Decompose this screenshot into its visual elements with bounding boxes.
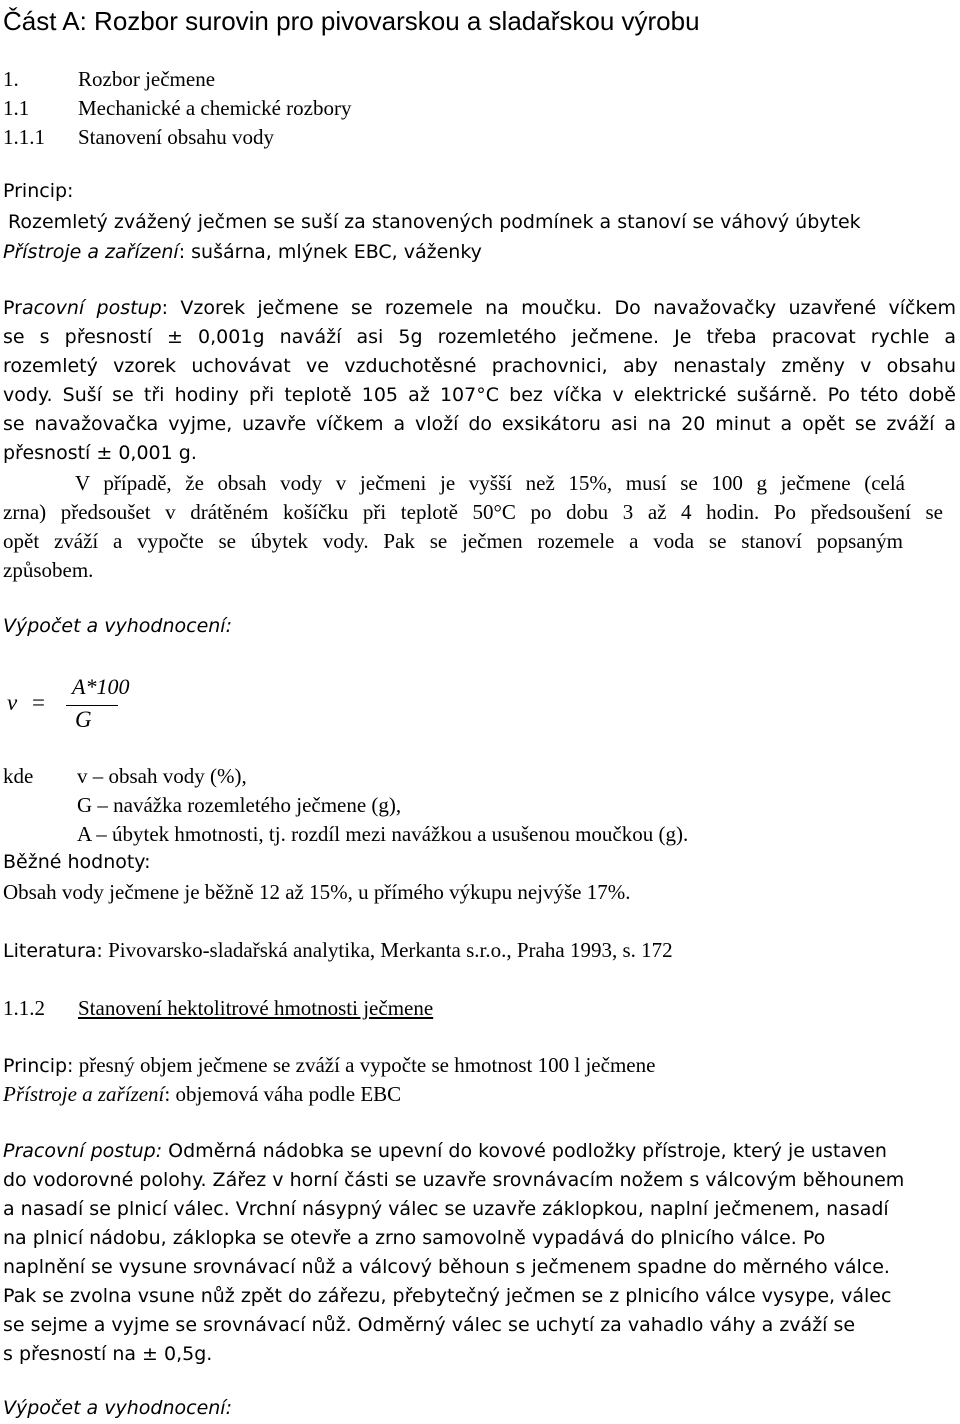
vypocet2-label: Výpočet a vyhodnocení: <box>3 1397 232 1419</box>
pristroje2-label: Přístroje a zařízení <box>3 1082 165 1106</box>
princip-label: Princip: <box>3 180 74 202</box>
pristroje-line <box>3 241 482 263</box>
pristroje2-text: : objemová váha podle EBC <box>164 1082 402 1106</box>
heading-1-1-2-title: Stanovení hektolitrové hmotnosti ječmene <box>78 996 434 1020</box>
princip2-label: Princip: <box>3 1055 74 1077</box>
postup-line-3: rozemletý vzorek uchovávat ve vzduchotěsné prachovnici, aby nenastaly změny v obsahu <box>3 355 956 377</box>
postup2-line-3: a nasadí se plnicí válec. Vrchní násypný válec se uzavře záklopkou, naplní ječmenem, nasadí <box>3 1198 889 1220</box>
heading-1-1-2-number: 1.1.2 <box>3 996 45 1020</box>
heading-1-1-1-number: 1.1.1 <box>3 125 45 149</box>
heading-1-1-title: Mechanické a chemické rozbory <box>78 96 352 120</box>
postup-line-1 <box>3 297 956 319</box>
bezne-text: Obsah vody ječmene je běžně 12 až 15%, u přímého výkupu nejvýše 17%. <box>3 880 631 904</box>
para2-line-4: způsobem. <box>3 558 94 582</box>
postup-line-5: se navažovačka vyjme, uzavře víčkem a vloží do exsikátoru asi na 20 minut a opět se zváží a <box>3 413 956 435</box>
postup2-line-4: na plnicí nádobu, záklopka se otevře a zrno samovolně vypadává do plnicího válce. Po <box>3 1227 826 1249</box>
kde-item-g: G – navážka rozemletého ječmene (g), <box>77 793 402 817</box>
heading-1-1-1-title: Stanovení obsahu vody <box>78 125 274 149</box>
formula-denominator: G <box>75 707 92 732</box>
postup2-line-8: s přesností na ± 0,5g. <box>3 1343 213 1365</box>
fraction-bar <box>66 705 118 706</box>
postup2-line-7: se sejme a vyjme se srovnávací nůž. Odměrný válec se uchytí za vahadlo váhy a zváží se <box>3 1314 856 1336</box>
bezne-label: Běžné hodnoty: <box>3 851 151 873</box>
heading-number: 1. <box>3 67 19 91</box>
postup2-text-1: Odměrná nádobka se upevní do kovové podložky přístroje, který je ustaven <box>162 1140 887 1162</box>
postup-line-4: vody. Suší se tři hodiny při teplotě 105 až 107°C bez víčka v elektrické sušárně. Po této době <box>3 384 956 406</box>
pristroje-label: Přístroje a zařízení <box>3 241 179 263</box>
heading-1-1-number: 1.1 <box>3 96 30 120</box>
kde-item-a: A – úbytek hmotnosti, tj. rozdíl mezi navážkou a usušenou moučkou (g). <box>77 822 689 846</box>
para2-line-3: opět zváží a vypočte se úbytek vody. Pak se ječmen rozemele a voda se stanoví popsaným <box>3 529 903 553</box>
postup2-line-6: Pak se zvolna vsune nůž zpět do zářezu, přebytečný ječmen se z plnicího válce vysype, válec <box>3 1285 892 1307</box>
vypocet-label: Výpočet a vyhodnocení: <box>3 615 232 637</box>
formula-equals: = <box>32 690 45 715</box>
postup-line-6: přesností ± 0,001 g. <box>3 442 197 464</box>
postup-line-2: se s přesností ± 0,001g naváží asi 5g rozemletého ječmene. Je třeba pracovat rychle a <box>3 326 956 348</box>
formula-lhs: v <box>7 690 18 715</box>
literatura-text: Pivovarsko-sladařská analytika, Merkanta s.r.o., Praha 1993, s. 172 <box>102 938 673 962</box>
postup2-label: Pracovní postup: <box>3 1140 163 1162</box>
princip2-text: přesný objem ječmene se zváží a vypočte se hmotnost 100 l ječmene <box>73 1053 656 1077</box>
heading-1 <box>3 67 19 92</box>
page-title: Část A: Rozbor surovin pro pivovarskou a sladařskou výrobu <box>3 6 700 36</box>
pristroje2-line <box>3 1082 401 1107</box>
heading-1-title: Rozbor ječmene <box>78 67 216 91</box>
pristroje-text: : sušárna, mlýnek EBC, váženky <box>178 241 482 263</box>
kde-label: kde <box>3 764 34 788</box>
para2-line-2: zrna) předsoušet v drátěném košíčku při teplotě 50°C po dobu 3 až 4 hodin. Po předsoušení se <box>3 500 943 524</box>
para2-line-1: V případě, že obsah vody v ječmeni je vyšší než 15%, musí se 100 g ječmene (celá <box>75 471 905 495</box>
postup-text-1: : Vzorek ječmene se rozemele na moučku. Do navažovačky uzavřené víčkem <box>161 297 956 319</box>
princip2-line <box>3 1053 655 1078</box>
postup2-line-5: naplnění se vysune srovnávací nůž a válcový běhoun s ječmenem spadne do měrného válce. <box>3 1256 890 1278</box>
literatura-line <box>3 938 673 963</box>
princip-text: Rozemletý zvážený ječmen se suší za stanovených podmínek a stanoví se váhový úbytek <box>8 211 861 233</box>
postup-label-pr: Pr <box>3 297 22 319</box>
postup2-line-1 <box>3 1140 887 1162</box>
postup-label: acovní postup <box>21 297 162 319</box>
kde-item-v: v – obsah vody (%), <box>77 764 247 788</box>
literatura-label: Literatura: <box>3 940 103 962</box>
formula-numerator: A*100 <box>72 674 130 699</box>
postup2-line-2: do vodorovné polohy. Zářez v horní části se uzavře srovnávacím nožem s válcovým běhounem <box>3 1169 905 1191</box>
